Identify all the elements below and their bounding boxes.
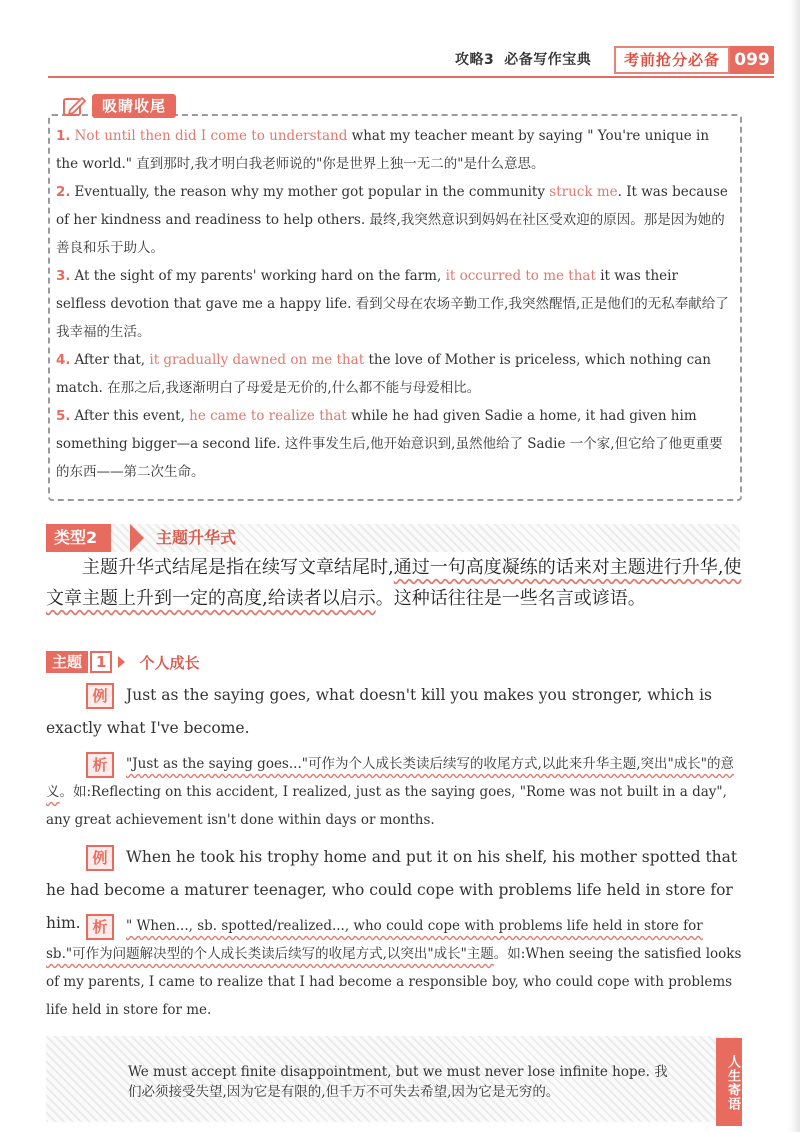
tip-number: 2. — [56, 184, 71, 200]
header-rule — [48, 76, 774, 78]
type2-intro — [46, 552, 742, 614]
tip-item-1 — [56, 122, 732, 178]
tip-number: 5. — [56, 408, 71, 424]
tip-text: At the sight of my parents' working hard on the farm, — [74, 268, 446, 284]
tip-number: 1. — [56, 128, 71, 144]
analysis-text: 。如:When seeing the satisfied looks of my parents, I came to realize that I had become a responsible boy, who could cope with problems life held in store for me. — [46, 946, 742, 1018]
header-book: 必备写作宝典 — [504, 52, 592, 68]
analysis-emphasis: "Just as the saying goes..."可作为个人成长类读后续写的收尾方式,以此来升华主题,突出"成长"的意义 — [46, 756, 734, 800]
header-text — [455, 49, 601, 69]
tip-item-4 — [56, 346, 732, 402]
example-1 — [46, 679, 742, 745]
tip-text: Eventually, the reason why my mother got popular in the community — [74, 184, 550, 200]
page-number: 099 — [730, 46, 774, 74]
theme-heading — [46, 650, 199, 674]
tip-highlight: struck me — [549, 184, 618, 200]
tips-box-tab — [62, 93, 176, 119]
tip-text: the love of Mother is priceless, which nothing can match. 在那之后,我逐渐明白了母爱是无价的,什么都不能与母爱相比。 — [56, 352, 711, 396]
tip-text: After this event, — [74, 408, 190, 424]
tip-item-3 — [56, 262, 732, 346]
type2-heading-bar — [46, 524, 740, 552]
tip-text: what my teacher meant by saying " You're unique in the world." 直到那时,我才明白我老师说的"你是世界上独一无二的"是什么意思。 — [56, 128, 710, 172]
tip-number: 3. — [56, 268, 71, 284]
example-text: When he took his trophy home and put it on his shelf, his mother spotted that he had become a maturer teenager, who could cope with problems life held in store for him. — [46, 848, 738, 932]
tips-box-title: 吸睛收尾 — [92, 94, 176, 118]
running-header — [0, 46, 800, 76]
analysis-2 — [46, 912, 742, 1024]
life-quote-label: 人生寄语 — [716, 1038, 742, 1126]
example-tag: 例 — [86, 683, 114, 709]
tip-text: After that, — [74, 352, 150, 368]
type2-arrow-icon — [130, 524, 144, 552]
intro-text: 。这种话往往是一些名言或谚语。 — [375, 588, 646, 609]
tip-text: it was their selfless devotion that gave me a happy life. 看到父母在农场辛勤工作,我突然醒悟,正是他们的无私奉献给了我幸福的生活。 — [56, 268, 729, 340]
theme-number: 1 — [90, 651, 112, 673]
theme-label: 主题 — [46, 651, 88, 673]
tip-item-5 — [56, 402, 732, 486]
type2-label: 类型2 — [46, 524, 111, 552]
example-text: Just as the saying goes, what doesn't kill you makes you stronger, which is exactly what I've become. — [46, 686, 712, 737]
header-section: 攻略3 — [455, 52, 495, 68]
theme-title: 个人成长 — [139, 653, 200, 672]
tip-highlight: he came to realize that — [189, 408, 347, 424]
tip-text: . It was because of her kindness and readiness to help others. 最终,我突然意识到妈妈在社区受欢迎的原因。那是因为她的善良和乐于助人。 — [56, 184, 728, 256]
analysis-tag: 析 — [86, 914, 114, 940]
life-quote-footer — [46, 1036, 742, 1122]
tip-highlight: it gradually dawned on me that — [149, 352, 365, 368]
pen-note-icon — [62, 95, 88, 117]
life-quote: We must accept finite disappointment, but we must never lose infinite hope. 我们必须接受失望,因为它是有限的,但千万不可失去希望,因为它是无穷的。 — [128, 1064, 668, 1100]
type2-heading — [46, 524, 740, 552]
analysis-1 — [46, 750, 742, 834]
header-badge: 考前抢分必备 — [614, 46, 730, 74]
tip-item-2 — [56, 178, 732, 262]
example-tag: 例 — [86, 845, 114, 871]
tip-number: 4. — [56, 352, 71, 368]
tip-highlight: Not until then did I come to understand — [74, 128, 348, 144]
tip-text: while he had given Sadie a home, it had given him something bigger—a second life. 这件事发生后,他开始意识到,虽然他给了 Sadie 一个家,但它给了他更重要的东西——第二次生命。 — [56, 408, 723, 480]
type2-title: 主题升华式 — [156, 528, 237, 547]
analysis-emphasis: " When..., sb. spotted/realized..., who could cope with problems life held in store for sb."可作为问题解决型的个人成长类读后续写的收尾方式,以突出"成长"主题 — [46, 918, 703, 962]
theme-arrow-icon — [118, 656, 125, 668]
intro-emphasis: 通过一句高度凝练的话来对主题进行升华,使文章主题上升到一定的高度,给读者以启示 — [46, 557, 742, 609]
tip-highlight: it occurred to me that — [445, 268, 596, 284]
analysis-text: 。如:Reflecting on this accident, I realized, just as the saying goes, "Rome was not built in a day", any great achievement isn't done within days or months. — [46, 784, 727, 828]
intro-text: 主题升华式结尾是指在续写文章结尾时, — [82, 557, 394, 578]
analysis-tag: 析 — [86, 752, 114, 778]
